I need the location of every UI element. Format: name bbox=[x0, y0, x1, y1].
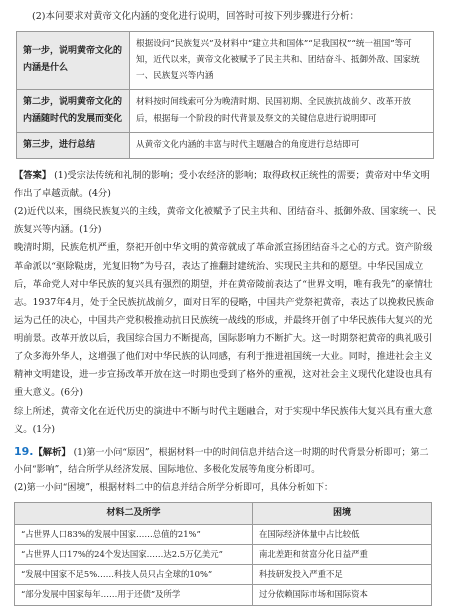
step-key: 第二步，说明黄帝文化的内涵随时代的发展而变化 bbox=[17, 89, 130, 132]
answer-para-1 bbox=[14, 167, 437, 203]
q19-para-2: (2)第一小问“困境”，根据材料二中的信息并结合所学分析即可，具体分析如下： bbox=[14, 482, 333, 493]
answer-label: 【答案】 bbox=[14, 169, 52, 181]
table-header-row bbox=[15, 502, 432, 525]
column-header: 困境 bbox=[253, 502, 432, 525]
step-value: 从黄帝文化内涵的丰富与时代主题融合的角度进行总结即可 bbox=[130, 132, 434, 158]
q19-text-1: (1)第一小问“原因”，根据材料一中的时间信息并结合这一时期的时代背景分析即可；第二小问“影响”，结合所学从经济发展、国际地位、多极化发展等角度分析即可。 bbox=[14, 447, 429, 476]
answer-para-4: 综上所述，黄帝文化在近代历史的演进中不断与时代主题融合，对于实现中华民族伟大复兴具有重大意义。(1分) bbox=[14, 405, 433, 435]
table-cell: “占世界人口83%的发展中国家……总值的21%” bbox=[15, 525, 253, 545]
step-value: 材料按时间线索可分为晚清时期、民国初期、全民族抗战前夕、改革开放后，根据每一个阶段的时代背景及祭文的关键信息进行说明即可 bbox=[130, 89, 434, 132]
column-header: 材料二及所学 bbox=[15, 502, 253, 525]
table-row bbox=[15, 545, 432, 565]
analysis-label: 【解析】 bbox=[33, 446, 71, 458]
table-cell: 科技研发投入严重不足 bbox=[253, 565, 432, 585]
table-cell: 在国际经济体量中占比较低 bbox=[253, 525, 432, 545]
table-row bbox=[17, 89, 434, 132]
steps-table bbox=[16, 31, 434, 159]
table-row bbox=[15, 525, 432, 545]
step-key: 第一步，说明黄帝文化的内涵是什么 bbox=[17, 31, 130, 89]
answer-text-1: (1)受宗法传统和礼制的影响；受小农经济的影响；取得政权正统性的需要；黄帝对中华文明作出了卓越贡献。(4分) bbox=[14, 169, 430, 200]
table-cell: “占世界人口17%的24个发达国家……达2.5万亿美元” bbox=[15, 545, 253, 565]
answer-para-2: (2)近代以来，围绕民族复兴的主线，黄帝文化被赋予了民主共和、团结奋斗、抵御外敌、国家统一、民族复兴等内涵。(1分) bbox=[14, 206, 437, 236]
table-cell: 南北差距和贫富分化日益严重 bbox=[253, 545, 432, 565]
answer-section bbox=[14, 167, 437, 439]
table-row bbox=[17, 31, 434, 89]
step-key: 第三步，进行总结 bbox=[17, 132, 130, 158]
question-intro: (2)本问要求对黄帝文化内涵的变化进行说明，回答时可按下列步骤进行分析： bbox=[32, 11, 359, 22]
difficulty-table bbox=[14, 502, 432, 606]
table-cell: “发展中国家不足5%……科技人员只占全球的10%” bbox=[15, 565, 253, 585]
answer-para-3: 晚清时期，民族危机严重，祭祀开创中华文明的黄帝就成了革命派宣扬团结奋斗之心的方式。资产阶级革命派以“驱除鞑虏，光复旧物”为号召，表达了推翻封建统治、实现民主共和的愿望。中华民国成立后，革命党人对中华民族的复兴具有强烈的期望，并在黄帝陵前表达了“世界文明，唯有我先”的豪情壮志。1937年4月，处于全民族抗战前夕，面对日军的侵略，中国共产党祭祀黄帝，表达了以挽救民族命运为己任的决心，中国共产党积极推动抗日民族统一战线的形成，并最终开创了中华民族伟大复兴的光明前景。改革开放以后，我国综合国力不断提高，国际影响力不断扩大。这一时期祭祀黄帝的典礼吸引了众多海外华人，这增强了他们对中华民族的认同感，有利于推进祖国统一大业。同时，推进社会主义精神文明建设，进一步宣扬改革开放在这一时期也受到了格外的重视，这对社会主义现代化建设也具有重大意义。(6分) bbox=[14, 242, 435, 399]
step-value: 根据设问“民族复兴”及材料中“建立共和国体”“足我国权”“统一祖国”等可知，近代以来，黄帝文化被赋予了民主共和、团结奋斗、抵御外敌、国家统一、民族复兴等内涵 bbox=[130, 31, 434, 89]
q19-para-1 bbox=[14, 441, 437, 480]
question-19 bbox=[14, 441, 437, 498]
table-cell: 过分依赖国际市场和国际资本 bbox=[253, 585, 432, 605]
table-row bbox=[15, 585, 432, 605]
table-cell: “部分发展中国家每年……用于还债”及所学 bbox=[15, 585, 253, 605]
table-row bbox=[15, 565, 432, 585]
question-number: 19. bbox=[14, 444, 34, 458]
table-row bbox=[17, 132, 434, 158]
